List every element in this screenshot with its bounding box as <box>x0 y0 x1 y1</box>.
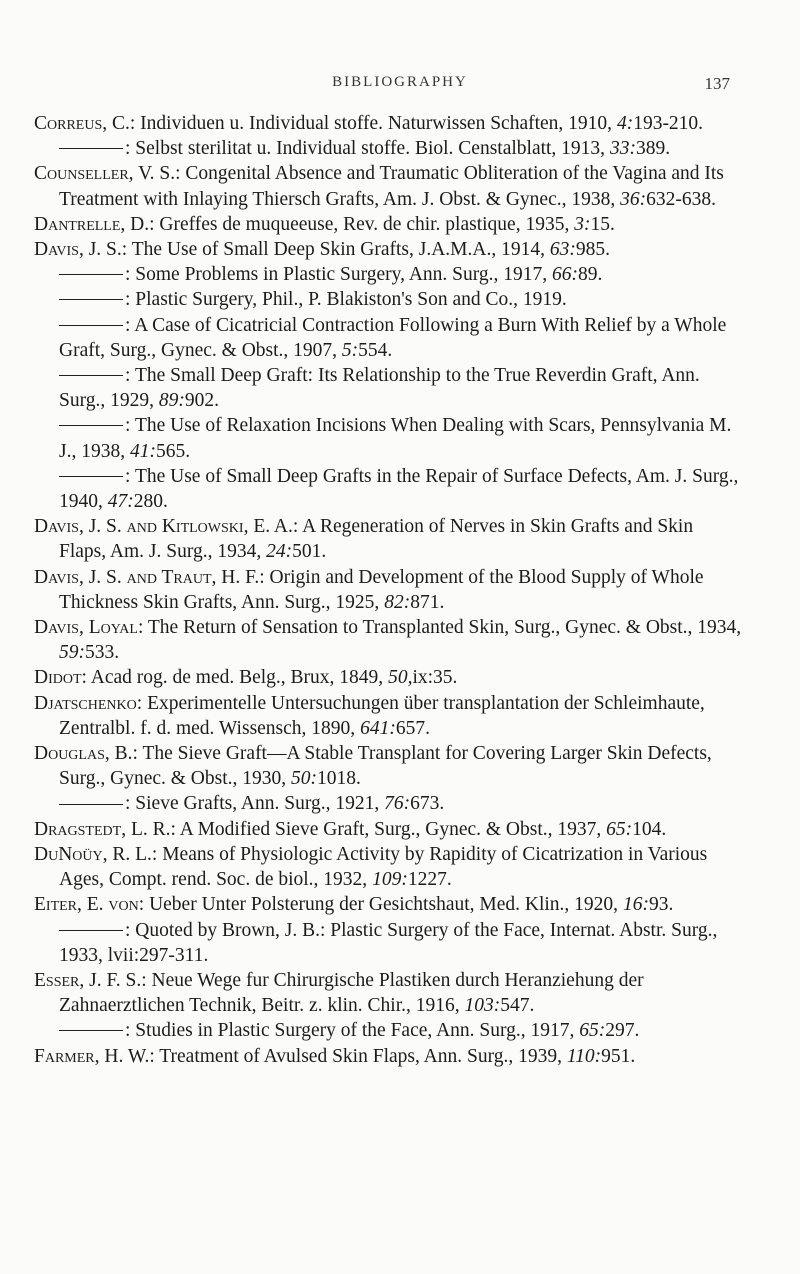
reference-entry <box>34 363 744 413</box>
reference-volume: 103: <box>464 995 501 1017</box>
reference-pages: 15. <box>590 213 615 235</box>
reference-text: : Quoted by Brown, J. B.: Plastic Surgery of the Face, Internat. Abstr. Surg., 1933, <box>59 919 718 966</box>
reference-author: Didot: <box>34 667 87 689</box>
ditto-dash <box>59 299 123 300</box>
reference-text: The Return of Sensation to Transplanted Skin, Surg., Gynec. & Obst., 1934, <box>143 617 742 639</box>
reference-text: A Regeneration of Nerves in Skin Grafts and Skin Flaps, Am. J. Surg., 1934, <box>59 516 694 563</box>
reference-entry <box>34 237 744 262</box>
reference-text: Greffes de muqueeuse, Rev. de chir. plastique, 1935, <box>154 213 575 235</box>
reference-entry <box>34 791 744 816</box>
reference-author: Dragstedt, L. R.: <box>34 818 176 840</box>
ditto-dash <box>59 325 123 326</box>
reference-volume: 36: <box>620 188 647 210</box>
reference-text: Individuen u. Individual stoffe. Naturwissen Schaften, 1910, <box>135 113 617 134</box>
reference-text: : Studies in Plastic Surgery of the Face, Ann. Surg., 1917, <box>125 1020 580 1042</box>
reference-volume: 16: <box>622 894 649 916</box>
reference-entry <box>34 161 744 211</box>
reference-pages: 565. <box>155 440 191 462</box>
reference-pages: 1227. <box>407 869 452 891</box>
ditto-dash <box>59 274 123 275</box>
reference-author: Correus, C.: <box>34 113 136 134</box>
reference-volume: 47: <box>107 491 134 513</box>
reference-entry <box>34 892 744 917</box>
reference-text: : Selbst sterilitat u. Individual stoffe. Biol. Censtalblatt, 1913, <box>125 138 610 160</box>
reference-pages: 280. <box>133 491 168 513</box>
reference-pages: 297. <box>605 1020 640 1042</box>
reference-text: Ueber Unter Polsterung der Gesichtshaut, Med. Klin., 1920, <box>144 894 623 916</box>
reference-text: : Sieve Grafts, Ann. Surg., 1921, <box>125 793 385 815</box>
reference-volume: 24: <box>266 541 293 563</box>
reference-entry <box>34 1018 744 1043</box>
reference-volume: 50, <box>388 667 413 689</box>
reference-author: Esser, J. F. S.: <box>34 969 147 991</box>
reference-entry <box>34 262 744 287</box>
reference-text: Congenital Absence and Traumatic Obliteration of the Vagina and Its Treatment with Inlaying Thiersch Grafts, Am. J. Obst. & Gynec., 1938, <box>59 163 724 210</box>
bibliography-list <box>34 111 744 1069</box>
reference-author: Davis, J. S.: <box>34 239 128 261</box>
reference-entry <box>34 741 744 791</box>
reference-pages: 902. <box>184 390 219 412</box>
reference-text: : The Use of Relaxation Incisions When Dealing with Scars, Pennsylvania M. J., 1938, <box>59 415 732 462</box>
reference-text: Treatment of Avulsed Skin Flaps, Ann. Surg., 1939, <box>154 1045 567 1067</box>
reference-entry <box>34 817 744 842</box>
ditto-dash <box>59 476 123 477</box>
reference-volume: 89: <box>158 390 185 412</box>
reference-text: The Sieve Graft—A Stable Transplant for Covering Larger Skin Defects, Surg., Gynec. & Obst., 1930, <box>59 743 712 790</box>
reference-volume: 3: <box>574 213 591 235</box>
ditto-dash <box>59 148 123 149</box>
reference-entry <box>34 842 744 892</box>
reference-pages: 501. <box>292 541 327 563</box>
reference-entry <box>34 615 744 665</box>
reference-volume: 33: <box>609 138 636 160</box>
reference-text: A Modified Sieve Graft, Surg., Gynec. & Obst., 1937, <box>175 818 607 840</box>
reference-entry <box>34 464 744 514</box>
reference-entry <box>34 918 744 968</box>
reference-pages: 547. <box>500 995 535 1017</box>
reference-author: Djatschenko: <box>34 692 143 714</box>
reference-author: Davis, J. S. and Traut, H. F.: <box>34 566 265 588</box>
reference-text: Neue Wege fur Chirurgische Plastiken durch Heranziehung der Zahnaerztlichen Technik, Beitr. z. klin. Chir., 1916, <box>59 969 644 1017</box>
reference-entry <box>34 212 744 237</box>
reference-volume: 4: <box>616 113 634 134</box>
reference-text: : Plastic Surgery, Phil., P. Blakiston's Son and Co., 1919. <box>125 289 567 311</box>
reference-pages: 657. <box>395 717 430 739</box>
reference-volume: 50: <box>291 768 318 790</box>
reference-pages: 193-210. <box>633 113 704 134</box>
reference-pages: ix:35. <box>412 667 458 689</box>
reference-entry <box>34 111 744 136</box>
reference-author: Farmer, H. W.: <box>34 1045 155 1067</box>
reference-text: Experimentelle Untersuchungen über transplantation der Schleimhaute, Zentralbl. f. d. med. Wissensch, 1890, <box>59 692 705 739</box>
reference-volume: 41: <box>129 440 156 462</box>
reference-entry <box>34 514 744 564</box>
reference-text: Acad rog. de med. Belg., Brux, 1849, <box>86 667 389 689</box>
reference-pages: 985. <box>575 239 610 261</box>
reference-entry <box>34 565 744 615</box>
ditto-dash <box>59 375 123 376</box>
reference-author: Davis, Loyal: <box>34 617 144 639</box>
reference-volume: 59: <box>59 642 85 664</box>
reference-pages: 389. <box>635 138 671 160</box>
reference-entry <box>34 1044 744 1069</box>
reference-text: : The Use of Small Deep Grafts in the Repair of Surface Defects, Am. J. Surg., 1940, <box>59 465 739 513</box>
reference-pages: 93. <box>648 894 674 916</box>
page-number: 137 <box>704 74 730 93</box>
reference-text: The Use of Small Deep Skin Grafts, J.A.M.A., 1914, <box>127 239 550 261</box>
reference-text: : The Small Deep Graft: Its Relationship to the True Reverdin Graft, Ann. Surg., 1929, <box>59 365 700 412</box>
reference-pages: 632-638. <box>646 188 716 210</box>
reference-entry <box>34 691 744 741</box>
reference-author: Eiter, E. von: <box>34 894 145 916</box>
reference-pages: 1018. <box>317 768 361 790</box>
reference-pages: 533. <box>85 642 120 664</box>
reference-text: : A Case of Cicatricial Contraction Following a Burn With Relief by a Whole Graft, Surg., Gynec. & Obst., 1907, <box>59 314 727 361</box>
reference-pages: 554. <box>358 339 393 361</box>
reference-pages: 89. <box>578 264 603 286</box>
reference-volume: 641: <box>360 717 396 739</box>
reference-pages: 104. <box>632 818 667 840</box>
reference-entry <box>34 313 744 363</box>
reference-text: Means of Physiologic Activity by Rapidity of Cicatrization in Various Ages, Compt. rend. Soc. de biol., 1932, <box>59 843 708 891</box>
reference-volume: 110: <box>566 1045 602 1067</box>
reference-entry <box>34 413 744 463</box>
ditto-dash <box>59 1030 123 1031</box>
reference-pages: 871. <box>410 591 445 613</box>
reference-volume: 76: <box>384 793 411 815</box>
reference-pages: lvii:297-311. <box>107 944 209 966</box>
reference-author: Davis, J. S. and Kitlowski, E. A.: <box>34 516 299 538</box>
reference-entry <box>34 968 744 1018</box>
ditto-dash <box>59 930 123 931</box>
reference-author: Douglas, B.: <box>34 743 138 765</box>
reference-entry <box>34 665 744 690</box>
reference-volume: 66: <box>552 264 579 286</box>
reference-entry <box>34 136 744 161</box>
reference-author: DuNoüy, R. L.: <box>34 843 158 865</box>
reference-author: Dantrelle, D.: <box>34 213 155 235</box>
reference-text: : Some Problems in Plastic Surgery, Ann. Surg., 1917, <box>125 264 553 286</box>
reference-author: Counseller, V. S.: <box>34 163 181 185</box>
reference-volume: 109: <box>372 869 408 891</box>
reference-volume: 63: <box>549 239 576 261</box>
reference-pages: 673. <box>410 793 445 815</box>
reference-volume: 65: <box>606 818 633 840</box>
running-head: BIBLIOGRAPHY <box>332 74 468 90</box>
reference-volume: 82: <box>384 591 411 613</box>
reference-text: Origin and Development of the Blood Supply of Whole Thickness Skin Grafts, Ann. Surg., 1925, <box>59 566 704 613</box>
reference-volume: 5: <box>341 339 359 361</box>
ditto-dash <box>59 425 123 426</box>
page-header <box>0 74 800 100</box>
ditto-dash <box>59 804 123 805</box>
reference-entry <box>34 287 744 312</box>
reference-pages: 951. <box>601 1045 636 1067</box>
reference-volume: 65: <box>579 1020 606 1042</box>
